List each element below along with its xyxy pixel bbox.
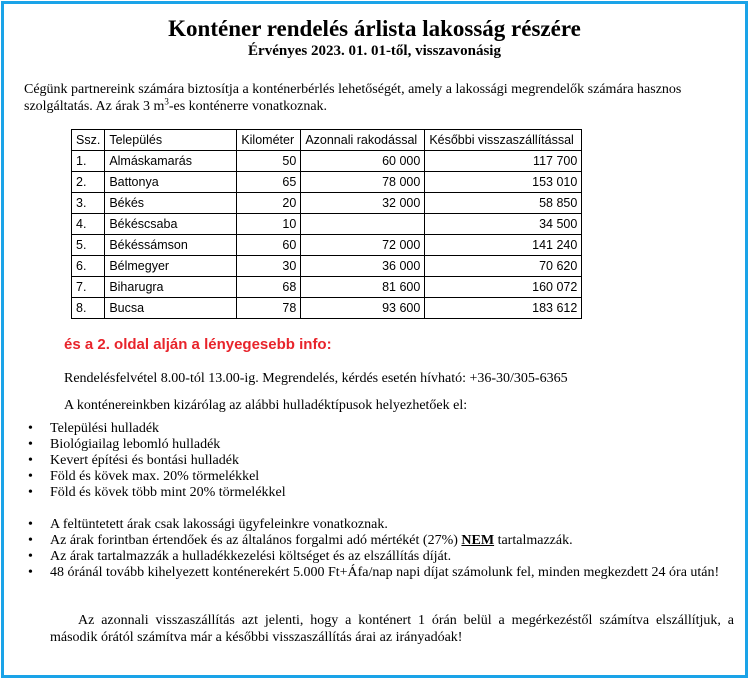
page-subtitle: Érvényes 2023. 01. 01-től, visszavonásig xyxy=(248,43,501,59)
cell-ssz: 3. xyxy=(72,193,105,214)
cell-azonnali: 72 000 xyxy=(301,235,425,256)
list-item: • A feltüntetett árak csak lakossági ügyfeleinkre vonatkoznak. xyxy=(26,517,726,532)
list-item: • Biológiailag lebomló hulladék xyxy=(26,437,726,453)
header-azonnali: Azonnali rakodással xyxy=(301,130,425,151)
cell-telepules: Almáskamarás xyxy=(105,151,237,172)
list-item: • Föld és kövek max. 20% törmelékkel xyxy=(26,469,726,485)
cell-telepules: Békés xyxy=(105,193,237,214)
cell-telepules: Bucsa xyxy=(105,298,237,319)
vat-text-after: tartalmazzák. xyxy=(494,533,573,548)
cell-kesobbi: 160 072 xyxy=(425,277,582,298)
page2-note: és a 2. oldal alján a lényegesebb info: xyxy=(64,336,332,353)
cell-telepules: Battonya xyxy=(105,172,237,193)
table-header-row xyxy=(72,130,582,151)
table-row xyxy=(72,214,582,235)
intro-text-part2: -es konténerre vonatkoznak. xyxy=(168,99,328,114)
cell-ssz: 5. xyxy=(72,235,105,256)
vat-nem-emphasis: NEM xyxy=(461,533,495,548)
table-row xyxy=(72,193,582,214)
header-kilometer: Kilométer xyxy=(237,130,301,151)
cell-azonnali: 36 000 xyxy=(301,256,425,277)
cell-azonnali: 93 600 xyxy=(301,298,425,319)
list-item: • Kevert építési és bontási hulladék xyxy=(26,453,726,469)
cell-kilometer: 65 xyxy=(237,172,301,193)
intro-paragraph xyxy=(24,81,724,115)
cell-azonnali: 32 000 xyxy=(301,193,425,214)
cell-ssz: 7. xyxy=(72,277,105,298)
cell-ssz: 1. xyxy=(72,151,105,172)
table-row xyxy=(72,256,582,277)
cell-kilometer: 78 xyxy=(237,298,301,319)
cell-azonnali xyxy=(301,214,425,235)
page-title: Konténer rendelés árlista lakosság részére xyxy=(168,16,581,41)
cell-telepules: Békéssámson xyxy=(105,235,237,256)
final-note: Az azonnali visszaszállítás azt jelenti, hogy a konténert 1 órán belül a megérkezéstől számítva elszállítjuk, a második órától számítva már a későbbi visszaszállítás árai az irányadóak! xyxy=(50,613,734,645)
cell-kilometer: 30 xyxy=(237,256,301,277)
document-frame xyxy=(1,1,748,678)
cell-ssz: 4. xyxy=(72,214,105,235)
cell-kesobbi: 58 850 xyxy=(425,193,582,214)
cell-telepules: Biharugra xyxy=(105,277,237,298)
cell-kesobbi: 70 620 xyxy=(425,256,582,277)
cell-ssz: 8. xyxy=(72,298,105,319)
cell-kilometer: 20 xyxy=(237,193,301,214)
list-item: • 48 óránál tovább kihelyezett konténerekért 5.000 Ft+Áfa/nap napi díjat számolunk fel, minden megkezdett 24 óra után! xyxy=(26,565,726,580)
table-row xyxy=(72,151,582,172)
cell-kilometer: 50 xyxy=(237,151,301,172)
intro-superscript: 3 xyxy=(164,96,169,107)
table-row xyxy=(72,172,582,193)
table-row xyxy=(72,235,582,256)
waste-types-lead: A konténereinkben kizárólag az alábbi hulladéktípusok helyezhetőek el: xyxy=(64,398,468,413)
list-item xyxy=(26,533,726,548)
list-item: • Az árak tartalmazzák a hulladékkezelési költséget és az elszállítás díját. xyxy=(26,549,726,564)
cell-telepules: Békéscsaba xyxy=(105,214,237,235)
cell-kesobbi: 117 700 xyxy=(425,151,582,172)
vat-text-before: Az árak forintban értendőek és az általános forgalmi adó mértékét (27%) xyxy=(50,533,462,548)
cell-kesobbi: 141 240 xyxy=(425,235,582,256)
cell-kesobbi: 153 010 xyxy=(425,172,582,193)
cell-azonnali: 78 000 xyxy=(301,172,425,193)
waste-types-list xyxy=(26,421,726,501)
cell-kesobbi: 34 500 xyxy=(425,214,582,235)
cell-kilometer: 60 xyxy=(237,235,301,256)
cell-kesobbi: 183 612 xyxy=(425,298,582,319)
price-table xyxy=(71,129,582,319)
header-kesobbi: Későbbi visszaszállítással xyxy=(425,130,582,151)
cell-azonnali: 60 000 xyxy=(301,151,425,172)
table-row xyxy=(72,298,582,319)
header-telepules: Település xyxy=(105,130,237,151)
cell-ssz: 6. xyxy=(72,256,105,277)
cell-telepules: Bélmegyer xyxy=(105,256,237,277)
list-item: • Települési hulladék xyxy=(26,421,726,437)
cell-kilometer: 10 xyxy=(237,214,301,235)
cell-ssz: 2. xyxy=(72,172,105,193)
cell-kilometer: 68 xyxy=(237,277,301,298)
contact-info: Rendelésfelvétel 8.00-tól 13.00-ig. Megrendelés, kérdés esetén hívható: +36-30/305-6365 xyxy=(64,371,568,386)
intro-text-part1: Cégünk partnereink számára biztosítja a konténerbérlés lehetőségét, amely a lakossági megrendelők számára hasznos szolgáltatás. Az árak 3 m xyxy=(24,82,682,114)
terms-list xyxy=(26,517,726,581)
cell-azonnali: 81 600 xyxy=(301,277,425,298)
list-item: • Föld és kövek több mint 20% törmelékkel xyxy=(26,485,726,501)
table-row xyxy=(72,277,582,298)
header-ssz: Ssz. xyxy=(72,130,105,151)
